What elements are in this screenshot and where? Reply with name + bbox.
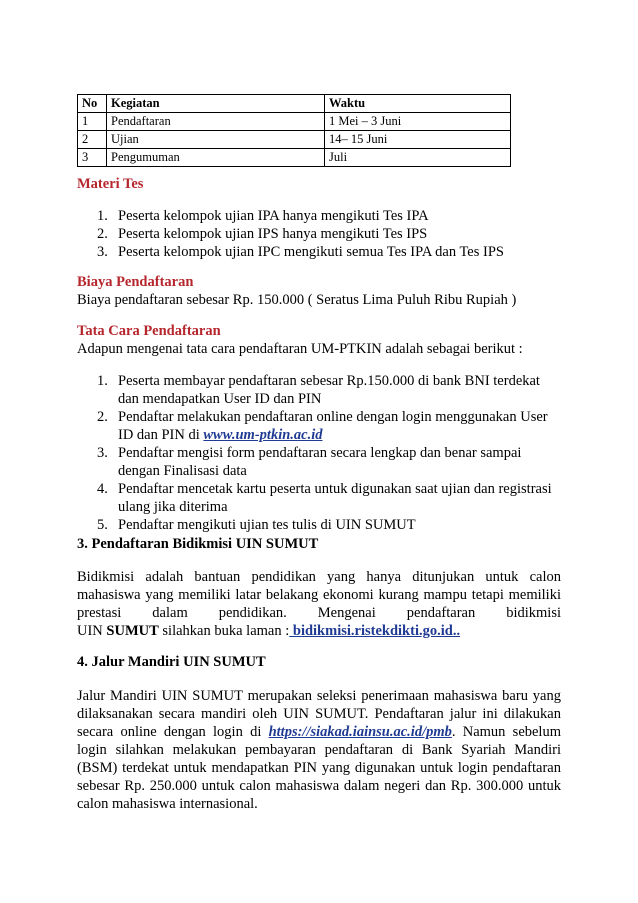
siakad-link[interactable]: https://siakad.iainsu.ac.id/pmb	[268, 724, 452, 740]
bidikmisi-heading: 3. Pendaftaran Bidikmisi UIN SUMUT	[77, 536, 319, 552]
text-span: . Namun sebelum	[451, 724, 561, 740]
bidikmisi-line: mahasiswa yang memiliki latar belakang ekonomi kurang mampu tetapi memiliki	[77, 587, 561, 603]
text-span-bold: SUMUT	[106, 623, 159, 639]
bidikmisi-line: prestasi dalam pendidikan. Mengenai pendaftaran bidikmisi	[77, 605, 561, 621]
list-number: 1.	[97, 208, 108, 224]
list-item: Peserta kelompok ujian IPA hanya mengikuti Tes IPA	[118, 208, 429, 224]
bidikmisi-line: Bidikmisi adalah bantuan pendidikan yang hanya ditunjukan untuk calon	[77, 569, 561, 585]
table-row	[78, 113, 511, 131]
list-item: Pendaftar mengikuti ujian tes tulis di UIN SUMUT	[118, 517, 416, 533]
list-item-continuation: dan mendapatkan User ID dan PIN	[118, 391, 322, 407]
table-cell: 3	[78, 149, 107, 167]
list-number: 3.	[97, 445, 108, 461]
biaya-text: Biaya pendaftaran sebesar Rp. 150.000 ( Seratus Lima Puluh Ribu Rupiah )	[77, 292, 517, 308]
mandiri-line: Jalur Mandiri UIN SUMUT merupakan seleksi penerimaan mahasiswa baru yang	[77, 688, 561, 704]
list-number: 3.	[97, 244, 108, 260]
mandiri-line: dilaksanakan secara mandiri oleh UIN SUMUT. Pendaftaran jalur ini dilakukan	[77, 706, 561, 722]
mandiri-line	[77, 723, 561, 741]
mandiri-line: (BSM) terdekat untuk mendapatkan PIN yang digunakan untuk login pendaftaran	[77, 760, 561, 776]
bidikmisi-line	[77, 622, 460, 640]
mandiri-line: calon mahasiswa internasional.	[77, 796, 258, 812]
mandiri-heading: 4. Jalur Mandiri UIN SUMUT	[77, 654, 266, 670]
list-number: 2.	[97, 409, 108, 425]
list-item: Peserta kelompok ujian IPS hanya mengikuti Tes IPS	[118, 226, 428, 242]
list-item-continuation	[118, 426, 323, 444]
table-cell: 1 Mei – 3 Juni	[325, 113, 511, 131]
table-row	[78, 149, 511, 167]
bidikmisi-link[interactable]: bidikmisi.ristekdikti.go.id..	[289, 623, 461, 639]
mandiri-line: login silahkan melakukan pembayaran pendaftaran di Bank Syariah Mandiri	[77, 742, 561, 758]
table-cell: 1	[78, 113, 107, 131]
list-item: Pendaftar melakukan pendaftaran online dengan login menggunakan User	[118, 409, 548, 425]
list-item-continuation: dengan Finalisasi data	[118, 463, 247, 479]
um-ptkin-link[interactable]: www.um-ptkin.ac.id	[203, 427, 323, 443]
column-header-no: No	[78, 95, 107, 113]
column-header-kegiatan: Kegiatan	[107, 95, 325, 113]
table-cell: Ujian	[107, 131, 325, 149]
tata-heading: Tata Cara Pendaftaran	[77, 323, 221, 339]
table-cell: Pengumuman	[107, 149, 325, 167]
list-item: Peserta membayar pendaftaran sebesar Rp.150.000 di bank BNI terdekat	[118, 373, 540, 389]
list-item: Pendaftar mengisi form pendaftaran secara lengkap dan benar sampai	[118, 445, 522, 461]
text-span: secara online dengan login di	[77, 724, 269, 740]
table-cell: 2	[78, 131, 107, 149]
list-number: 2.	[97, 226, 108, 242]
table-header-row	[78, 95, 511, 113]
table-cell: Juli	[325, 149, 511, 167]
text-span: UIN	[77, 623, 107, 639]
list-number: 5.	[97, 517, 108, 533]
table-cell: Pendaftaran	[107, 113, 325, 131]
table-cell: 14– 15 Juni	[325, 131, 511, 149]
list-number: 4.	[97, 481, 108, 497]
list-item-text: ID dan PIN di	[118, 427, 204, 443]
list-number: 1.	[97, 373, 108, 389]
column-header-waktu: Waktu	[325, 95, 511, 113]
mandiri-line: sebesar Rp. 250.000 untuk calon mahasiswa dalam negeri dan Rp. 300.000 untuk	[77, 778, 561, 794]
list-item: Peserta kelompok ujian IPC mengikuti semua Tes IPA dan Tes IPS	[118, 244, 504, 260]
materi-heading: Materi Tes	[77, 176, 144, 192]
biaya-heading: Biaya Pendaftaran	[77, 274, 194, 290]
text-span: silahkan buka laman :	[158, 623, 290, 639]
list-item-continuation: ulang jika diterima	[118, 499, 228, 515]
list-item: Pendaftar mencetak kartu peserta untuk digunakan saat ujian dan registrasi	[118, 481, 552, 497]
table-row	[78, 131, 511, 149]
schedule-table	[77, 94, 511, 167]
tata-intro: Adapun mengenai tata cara pendaftaran UM-PTKIN adalah sebagai berikut :	[77, 341, 523, 357]
